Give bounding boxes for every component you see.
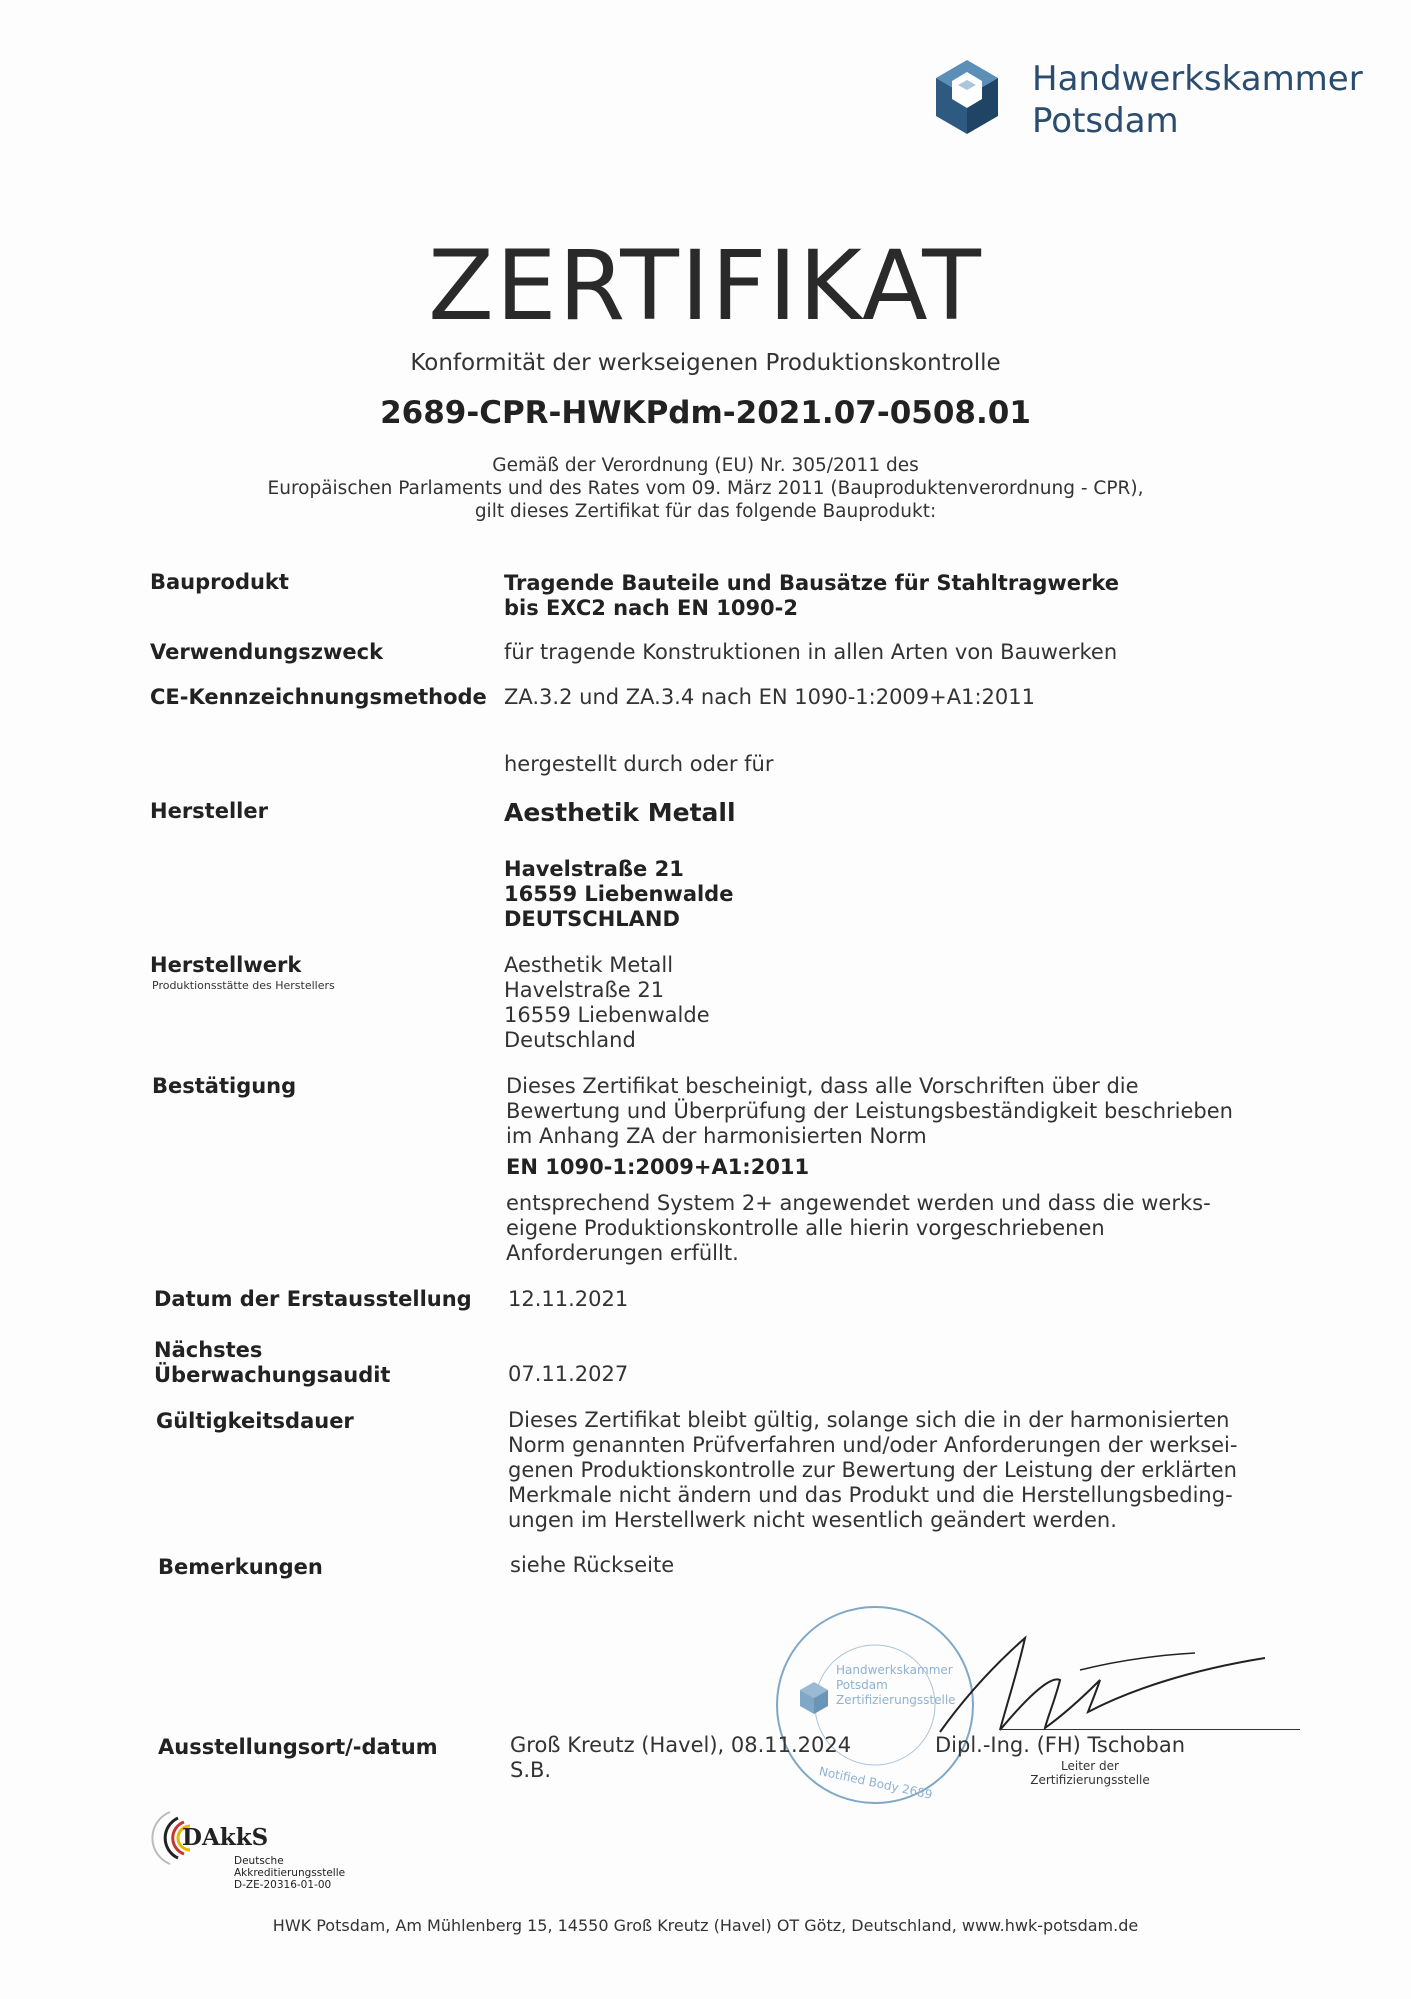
footer-address: HWK Potsdam, Am Mühlenberg 15, 14550 Groß Kreutz (Havel) OT Götz, Deutschland, www.hwk-potsdam.de — [272, 1916, 1139, 1935]
hersteller-address — [504, 857, 733, 932]
label-line: Überwachungsaudit — [154, 1363, 391, 1387]
dakks-name: DAkkS — [182, 1824, 269, 1851]
label-naechstes-audit — [154, 1338, 390, 1388]
text-line: Norm genannten Prüfverfahren und/oder Anforderungen der werksei- — [508, 1433, 1238, 1457]
signature-line — [1000, 1729, 1300, 1730]
intro-line: Europäischen Parlaments und des Rates vom 09. März 2011 (Bauproduktenverordnung - CPR), — [267, 478, 1144, 499]
value-line: 16559 Liebenwalde — [504, 1003, 710, 1027]
text-line: Anforderungen erfüllt. — [506, 1241, 739, 1265]
text-line: genen Produktionskontrolle zur Bewertung der Leistung der erklärten — [508, 1458, 1237, 1482]
text-line: Merkmale nicht ändern und das Produkt und die Herstellungsbeding- — [508, 1483, 1233, 1507]
value-verwendungszweck: für tragende Konstruktionen in allen Arten von Bauwerken — [504, 640, 1118, 664]
label-line: Nächstes — [154, 1338, 263, 1362]
document-subtitle: Konformität der werkseigenen Produktionskontrolle — [410, 350, 1001, 376]
dakks-line: Deutsche — [234, 1855, 284, 1867]
sublabel-herstellwerk: Produktionsstätte des Herstellers — [152, 979, 335, 992]
label-herstellwerk: Herstellwerk — [150, 953, 302, 977]
label-bauprodukt: Bauprodukt — [150, 570, 289, 594]
value-naechstes-audit: 07.11.2027 — [508, 1362, 629, 1386]
label-verwendungszweck: Verwendungszweck — [150, 640, 384, 664]
text-line: Dieses Zertifikat bescheinigt, dass alle Vorschriften über die — [506, 1074, 1139, 1098]
value-line: Havelstraße 21 — [504, 978, 665, 1002]
organization-line-2: Potsdam — [1032, 101, 1179, 141]
address-line: DEUTSCHLAND — [504, 907, 680, 931]
text-line: ungen im Herstellwerk nicht wesentlich geändert werden. — [508, 1508, 1117, 1532]
value-bauprodukt — [504, 571, 1119, 621]
caption-line: Leiter der — [1061, 1759, 1119, 1773]
label-erstausstellung: Datum der Erstausstellung — [154, 1287, 472, 1311]
label-ce-methode: CE-Kennzeichnungsmethode — [150, 685, 487, 709]
label-gueltigkeitsdauer: Gültigkeitsdauer — [156, 1409, 354, 1433]
signatory-caption — [960, 1759, 1220, 1787]
hergestellt-text: hergestellt durch oder für — [504, 752, 774, 776]
stamp-notified-body: Notified Body 2689 — [817, 1764, 934, 1802]
hwk-logo-icon — [934, 58, 1000, 136]
value-ausstellungsort — [510, 1733, 851, 1783]
label-ausstellungsort: Ausstellungsort/-datum — [158, 1735, 438, 1759]
dakks-line: D-ZE-20316-01-00 — [234, 1879, 332, 1891]
label-bestaetigung: Bestätigung — [152, 1074, 297, 1098]
value-ce-methode: ZA.3.2 und ZA.3.4 nach EN 1090-1:2009+A1:2011 — [504, 685, 1035, 709]
bestaetigung-text-2 — [506, 1191, 1211, 1266]
organization-line-1: Handwerkskammer — [1032, 59, 1363, 99]
stamp-line: Zertifizierungsstelle — [836, 1693, 956, 1707]
signatory-name: Dipl.-Ing. (FH) Tschoban — [935, 1733, 1186, 1757]
value-gueltigkeitsdauer — [508, 1408, 1237, 1533]
intro-text — [0, 454, 1411, 523]
organization-name — [1032, 58, 1363, 142]
caption-line: Zertifizierungsstelle — [1030, 1773, 1150, 1787]
hersteller-name: Aesthetik Metall — [504, 798, 736, 827]
label-bemerkungen: Bemerkungen — [158, 1555, 323, 1579]
label-hersteller: Hersteller — [150, 799, 268, 823]
document-title: ZERTIFIKAT — [428, 230, 983, 342]
value-herstellwerk — [504, 953, 710, 1053]
text-line: Bewertung und Überprüfung der Leistungsbeständigkeit beschrieben — [506, 1099, 1233, 1123]
text-line: entsprechend System 2+ angewendet werden und dass die werks- — [506, 1191, 1211, 1215]
handwritten-signature — [930, 1620, 1270, 1750]
value-line: Deutschland — [504, 1028, 636, 1052]
dakks-logo — [150, 1800, 390, 1910]
value-line: bis EXC2 nach EN 1090-2 — [504, 596, 798, 620]
value-bemerkungen: siehe Rückseite — [510, 1553, 675, 1577]
bestaetigung-text-1 — [506, 1074, 1233, 1149]
value-line: Aesthetik Metall — [504, 953, 674, 977]
value-line: Groß Kreutz (Havel), 08.11.2024 — [510, 1733, 852, 1757]
intro-line: gilt dieses Zertifikat für das folgende Bauprodukt: — [474, 501, 937, 522]
text-line: im Anhang ZA der harmonisierten Norm — [506, 1124, 927, 1148]
value-erstausstellung: 12.11.2021 — [508, 1287, 629, 1311]
address-line: 16559 Liebenwalde — [504, 882, 734, 906]
stamp-line: Potsdam — [836, 1678, 888, 1692]
value-line: Tragende Bauteile und Bausätze für Stahltragwerke — [504, 571, 1120, 595]
bestaetigung-norm: EN 1090-1:2009+A1:2011 — [506, 1155, 810, 1179]
stamp-line: Handwerkskammer — [836, 1663, 953, 1677]
dakks-line: Akkreditierungsstelle — [234, 1867, 346, 1879]
certificate-number: 2689-CPR-HWKPdm-2021.07-0508.01 — [380, 395, 1031, 431]
text-line: Dieses Zertifikat bleibt gültig, solange sich die in der harmonisierten — [508, 1408, 1230, 1432]
dakks-text — [234, 1855, 345, 1891]
value-line: S.B. — [510, 1758, 552, 1782]
text-line: eigene Produktionskontrolle alle hierin vorgeschriebenen — [506, 1216, 1105, 1240]
intro-line: Gemäß der Verordnung (EU) Nr. 305/2011 des — [492, 455, 919, 476]
address-line: Havelstraße 21 — [504, 857, 684, 881]
